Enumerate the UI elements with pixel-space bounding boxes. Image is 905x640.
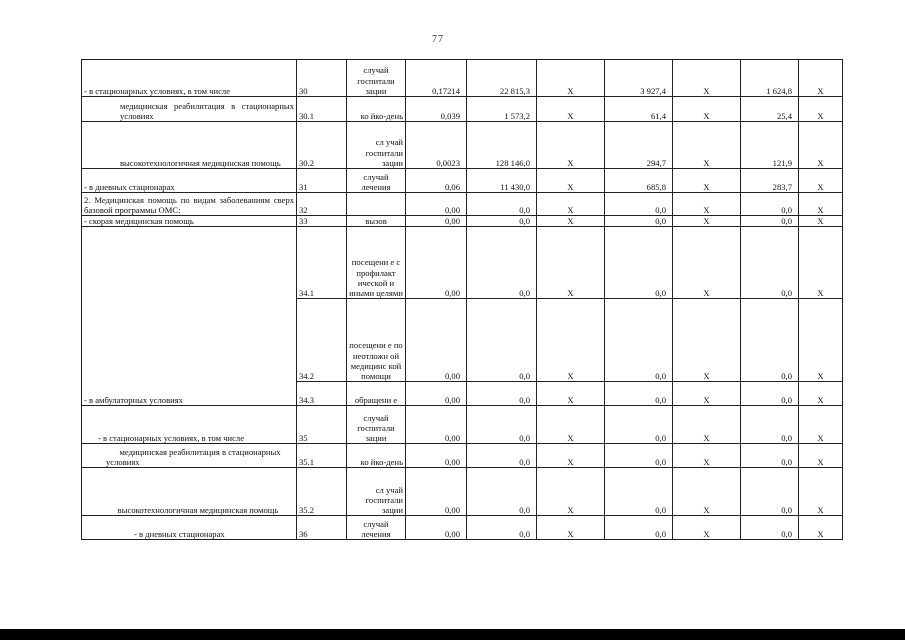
row-x-3: Х xyxy=(799,382,843,406)
row-x-1: Х xyxy=(537,382,605,406)
row-x-3: Х xyxy=(799,227,843,299)
row-value-2: 11 430,0 xyxy=(467,169,537,193)
row-value-4: 0,0 xyxy=(741,468,799,516)
row-value-1: 0,0023 xyxy=(406,122,467,169)
row-name: - в стационарных условиях, в том числе xyxy=(82,406,297,444)
row-x-3: Х xyxy=(799,444,843,468)
scan-bottom-border xyxy=(0,629,905,640)
row-value-2: 0,0 xyxy=(467,468,537,516)
row-x-2: Х xyxy=(673,382,741,406)
row-value-2: 0,0 xyxy=(467,299,537,382)
row-value-3: 685,8 xyxy=(605,169,673,193)
row-x-2: Х xyxy=(673,193,741,216)
row-x-1: Х xyxy=(537,97,605,122)
row-value-2: 0,0 xyxy=(467,406,537,444)
row-x-2: Х xyxy=(673,216,741,227)
row-value-1: 0,00 xyxy=(406,406,467,444)
row-name: - в дневных стационарах xyxy=(82,516,297,540)
row-value-4: 0,0 xyxy=(741,516,799,540)
row-unit: посещени е по неотложн ой медицинс кой помощи xyxy=(347,299,406,382)
row-value-1: 0,00 xyxy=(406,516,467,540)
row-value-2: 0,0 xyxy=(467,444,537,468)
row-code: 30 xyxy=(297,60,347,97)
row-value-1: 0,17214 xyxy=(406,60,467,97)
row-value-4: 121,9 xyxy=(741,122,799,169)
row-x-1: Х xyxy=(537,169,605,193)
row-x-1: Х xyxy=(537,193,605,216)
row-value-4: 283,7 xyxy=(741,169,799,193)
page-number: 77 xyxy=(432,34,444,45)
row-value-3: 0,0 xyxy=(605,468,673,516)
row-x-3: Х xyxy=(799,122,843,169)
table-row xyxy=(82,169,843,193)
row-value-1: 0,00 xyxy=(406,227,467,299)
row-x-3: Х xyxy=(799,468,843,516)
row-x-3: Х xyxy=(799,169,843,193)
row-code: 30.2 xyxy=(297,122,347,169)
row-code: 35.1 xyxy=(297,444,347,468)
row-unit: сл учай госпитали зации xyxy=(347,122,406,169)
table-row xyxy=(82,60,843,97)
row-value-2: 1 573,2 xyxy=(467,97,537,122)
row-value-3: 0,0 xyxy=(605,516,673,540)
table-row xyxy=(82,193,843,216)
row-x-2: Х xyxy=(673,468,741,516)
row-value-2: 0,0 xyxy=(467,193,537,216)
row-value-2: 0,0 xyxy=(467,216,537,227)
row-unit: вызов xyxy=(347,216,406,227)
row-x-3: Х xyxy=(799,299,843,382)
table-row xyxy=(82,516,843,540)
row-x-3: Х xyxy=(799,406,843,444)
row-name: - скорая медицинская помощь xyxy=(82,216,297,227)
row-value-4: 0,0 xyxy=(741,216,799,227)
row-x-2: Х xyxy=(673,299,741,382)
row-code: 30.1 xyxy=(297,97,347,122)
row-value-3: 61,4 xyxy=(605,97,673,122)
row-name: высокотехнологичная медицинская помощь xyxy=(82,122,297,169)
row-unit: случай госпитали зации xyxy=(347,406,406,444)
row-value-1: 0,00 xyxy=(406,468,467,516)
row-value-1: 0,039 xyxy=(406,97,467,122)
row-unit xyxy=(347,193,406,216)
row-x-1: Х xyxy=(537,444,605,468)
row-x-1: Х xyxy=(537,227,605,299)
row-value-4: 0,0 xyxy=(741,299,799,382)
row-value-3: 0,0 xyxy=(605,382,673,406)
row-value-4: 1 624,8 xyxy=(741,60,799,97)
row-unit: посещени е с профилакт ической и иными целями xyxy=(347,227,406,299)
row-value-3: 294,7 xyxy=(605,122,673,169)
table-row xyxy=(82,468,843,516)
row-unit: обращени е xyxy=(347,382,406,406)
row-code: 33 xyxy=(297,216,347,227)
row-x-2: Х xyxy=(673,97,741,122)
table-row xyxy=(82,97,843,122)
row-x-3: Х xyxy=(799,516,843,540)
table-row xyxy=(82,122,843,169)
row-x-2: Х xyxy=(673,60,741,97)
row-value-4: 0,0 xyxy=(741,193,799,216)
row-unit: ко йко-день xyxy=(347,97,406,122)
row-name: медицинская реабилитация в стационарных условиях xyxy=(82,444,297,468)
data-table xyxy=(81,59,843,540)
row-value-3: 0,0 xyxy=(605,299,673,382)
row-value-1: 0,00 xyxy=(406,193,467,216)
row-x-2: Х xyxy=(673,406,741,444)
row-name: медицинская реабилитация в стационарных условиях xyxy=(82,97,297,122)
table-row xyxy=(82,216,843,227)
row-value-3: 0,0 xyxy=(605,406,673,444)
row-x-3: Х xyxy=(799,216,843,227)
row-x-1: Х xyxy=(537,299,605,382)
row-value-4: 0,0 xyxy=(741,227,799,299)
row-unit: случай лечения xyxy=(347,516,406,540)
row-value-2: 128 146,0 xyxy=(467,122,537,169)
row-unit: случай лечения xyxy=(347,169,406,193)
row-code: 31 xyxy=(297,169,347,193)
row-x-1: Х xyxy=(537,406,605,444)
row-code: 34.3 xyxy=(297,382,347,406)
row-value-3: 0,0 xyxy=(605,444,673,468)
row-x-1: Х xyxy=(537,468,605,516)
row-x-2: Х xyxy=(673,227,741,299)
row-value-1: 0,06 xyxy=(406,169,467,193)
row-x-2: Х xyxy=(673,516,741,540)
row-unit: случай госпитали зации xyxy=(347,60,406,97)
row-value-4: 0,0 xyxy=(741,382,799,406)
row-x-1: Х xyxy=(537,516,605,540)
row-name: - в амбулаторных условиях xyxy=(82,227,297,406)
row-x-2: Х xyxy=(673,444,741,468)
row-value-2: 22 815,3 xyxy=(467,60,537,97)
row-value-4: 0,0 xyxy=(741,444,799,468)
row-x-1: Х xyxy=(537,216,605,227)
table-row xyxy=(82,227,843,299)
row-value-2: 0,0 xyxy=(467,382,537,406)
table-row xyxy=(82,444,843,468)
row-value-4: 25,4 xyxy=(741,97,799,122)
row-value-1: 0,00 xyxy=(406,216,467,227)
row-x-3: Х xyxy=(799,97,843,122)
row-name: - в стационарных условиях, в том числе xyxy=(82,60,297,97)
row-value-1: 0,00 xyxy=(406,299,467,382)
row-code: 35.2 xyxy=(297,468,347,516)
row-code: 36 xyxy=(297,516,347,540)
row-value-4: 0,0 xyxy=(741,406,799,444)
row-x-3: Х xyxy=(799,60,843,97)
row-value-3: 0,0 xyxy=(605,227,673,299)
table-row xyxy=(82,406,843,444)
row-x-1: Х xyxy=(537,122,605,169)
row-code: 34.1 xyxy=(297,227,347,299)
row-value-2: 0,0 xyxy=(467,516,537,540)
row-x-2: Х xyxy=(673,122,741,169)
row-value-1: 0,00 xyxy=(406,444,467,468)
row-code: 34.2 xyxy=(297,299,347,382)
row-code: 35 xyxy=(297,406,347,444)
row-value-3: 0,0 xyxy=(605,193,673,216)
row-code: 32 xyxy=(297,193,347,216)
row-x-3: Х xyxy=(799,193,843,216)
row-x-1: Х xyxy=(537,60,605,97)
row-name: 2. Медицинская помощь по видам заболеваниям сверх базовой программы ОМС: xyxy=(82,193,297,216)
row-unit: ко йко-день xyxy=(347,444,406,468)
row-value-3: 0,0 xyxy=(605,216,673,227)
row-unit: сл учай госпитали зации xyxy=(347,468,406,516)
row-value-3: 3 927,4 xyxy=(605,60,673,97)
row-name: - в дневных стационарах xyxy=(82,169,297,193)
row-value-2: 0,0 xyxy=(467,227,537,299)
row-x-2: Х xyxy=(673,169,741,193)
row-name: высокотехнологичная медицинская помощь xyxy=(82,468,297,516)
row-value-1: 0,00 xyxy=(406,382,467,406)
